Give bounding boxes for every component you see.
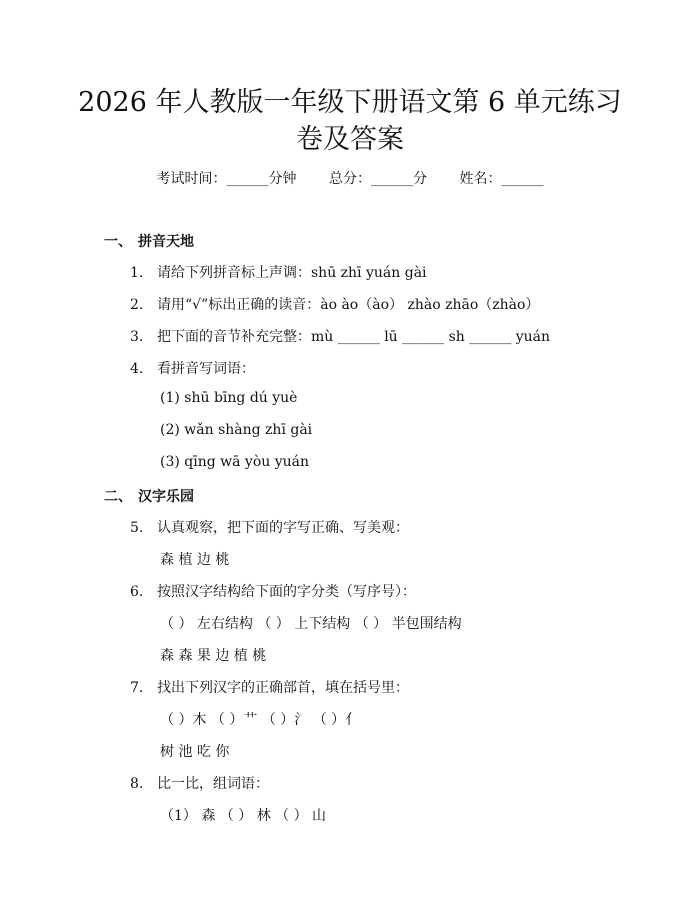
- question-8-item-1: （1） 森 （ ） 林 （ ） 山: [160, 808, 327, 824]
- question-7: [130, 677, 409, 697]
- question-number: 8.: [130, 776, 144, 792]
- question-6-options: （ ） 左右结构 （ ） 上下结构 （ ） 半包围结构: [160, 616, 462, 632]
- section-number: 一、: [104, 234, 132, 250]
- question-text: 请用“√”标出正确的读音：ào ào（ào） zhào zhāo（zhào）: [157, 297, 540, 313]
- student-name: 姓名：______: [459, 171, 544, 187]
- total-score: 总分：______分: [329, 171, 427, 187]
- question-7-characters: 树 池 吃 你: [160, 744, 230, 760]
- question-5: [130, 517, 409, 537]
- question-4-item-3: (3) qīng wā yòu yuán: [160, 454, 310, 470]
- question-6-characters: 森 森 果 边 植 桃: [160, 648, 267, 664]
- question-text: 认真观察，把下面的字写正确、写美观：: [157, 520, 409, 536]
- page-title: [60, 84, 640, 158]
- question-6: [130, 581, 416, 601]
- section-number: 二、: [104, 489, 132, 505]
- question-2: [130, 294, 539, 314]
- exam-info: [0, 168, 700, 188]
- question-text: 把下面的音节补充完整：mù ______ lū ______ sh ______ yuán: [157, 329, 550, 345]
- question-text: 请给下列拼音标上声调：shū zhī yuán gài: [157, 265, 427, 281]
- title-line-2: 卷及答案: [296, 124, 404, 155]
- question-number: 1.: [130, 265, 144, 281]
- section-heading-pinyin: [104, 231, 194, 251]
- question-8: [130, 773, 269, 793]
- question-7-options: （ ）木 （ ）艹 （ ）氵 （ ）亻: [160, 712, 360, 728]
- question-4-item-1: (1) shū bīng dú yuè: [160, 390, 298, 406]
- question-number: 5.: [130, 520, 144, 536]
- question-number: 2.: [130, 297, 144, 313]
- exam-time: 考试时间：______分钟: [156, 171, 297, 187]
- question-1: [130, 262, 427, 282]
- question-3: [130, 326, 550, 346]
- section-label: 拼音天地: [138, 234, 194, 250]
- title-line-1: 2026 年人教版一年级下册语文第 6 单元练习: [78, 87, 622, 118]
- question-number: 4.: [130, 361, 144, 377]
- section-heading-hanzi: [104, 486, 194, 506]
- question-text: 看拼音写词语：: [157, 361, 255, 377]
- question-number: 7.: [130, 680, 144, 696]
- question-4: [130, 358, 255, 378]
- question-text: 比一比，组词语：: [157, 776, 269, 792]
- question-number: 3.: [130, 329, 144, 345]
- section-label: 汉字乐园: [138, 489, 194, 505]
- question-text: 按照汉字结构给下面的字分类（写序号）：: [157, 584, 416, 600]
- question-5-characters: 森 植 边 桃: [160, 552, 230, 568]
- question-text: 找出下列汉字的正确部首，填在括号里：: [157, 680, 409, 696]
- question-4-item-2: (2) wǎn shàng zhī gài: [160, 422, 313, 438]
- question-number: 6.: [130, 584, 144, 600]
